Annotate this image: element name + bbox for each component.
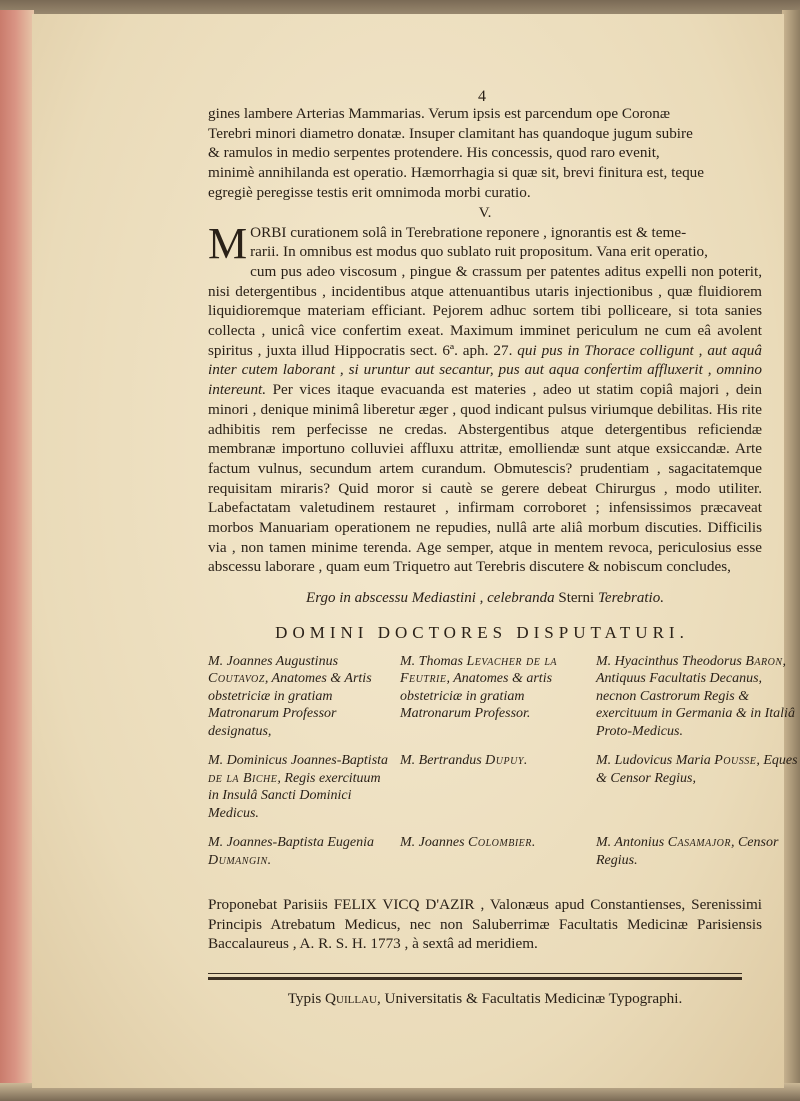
disputant-title: , Antiquus Facultatis Decanus, necnon Castrorum Regis & exercituum in Germania & in Italiâ Proto-Medicus. (596, 653, 795, 739)
disputant-prefix: M. Thomas (400, 653, 464, 669)
disputant-name: Pousse (714, 753, 757, 769)
printer-prefix: Typis (287, 990, 322, 1008)
disputant-entry (400, 653, 590, 741)
disputant-title: , Anatomes & artis obstetriciæ in gratiam Matronarum Professor. (400, 671, 553, 722)
main-line-2: rarii. In omnibus est modus quo sublato ruit propositum. Vana erit operatio, (250, 243, 708, 261)
printer-suffix: , Universitatis & Facultatis Medicinæ Typographi. (376, 990, 683, 1008)
printer-line (208, 989, 762, 1009)
disputant-title: . (267, 852, 272, 868)
book-right-edge (782, 10, 800, 1090)
disputant-title: . (531, 835, 536, 851)
disputant-entry (400, 752, 590, 822)
disputant-name: Dupuy (485, 753, 524, 769)
disputant-title: , Eques & Censor Regius, (596, 753, 798, 786)
intro-line: minimè annihilanda est operatio. Hæmorrhagia si quæ sit, brevi finitura est, teque (208, 164, 705, 182)
intro-line: egregiè peregisse testis erit omnimoda morbi curatio. (208, 183, 531, 201)
disputant-entry (208, 834, 394, 869)
disputant-prefix: M. Hyacinthus Theodorus (596, 653, 742, 669)
disputant-title: , Anatomes & Artis obstetriciæ in gratiam Matronarum Professor designatus, (208, 671, 372, 739)
disputant-title: . (523, 753, 528, 769)
disputant-entry (208, 752, 394, 822)
printer-name: Quillau (325, 990, 377, 1008)
drop-cap: M (208, 218, 248, 268)
disputant-prefix: M. Ludovicus Maria (596, 753, 711, 769)
disputant-entry (208, 653, 394, 741)
main-body-text-b: Per vices itaque evacuanda est materies , adeo ut statim copiâ majori , dein minori , denique minimâ liberetur æger , quod indicant pulsus viriumque debilitas. His rite adhibitis rem perfecisse ne credas. Abstergentibus atque detergentibus reficiendæ membranæ importuno colluviei affluxu attritæ, emolliendæ sunt atque exsiccandæ. Arte factum vulnus, secundum artem curandum. Obmutescis? prudentiam , sagacitatemque requisitam miraris? Quid moror si cautè se gerere debeat Chirurgus , modo utiliter. Labefactatam valetudinem restauret , infirmam corroboret ; infensissimos præcaveat morbos Manuariam operationem ne repudies, nullâ arte aliâ morbum discuties. Difficilis via , non tamen minime terenda. Age semper, atque in mentem revoca, periculosius esse abscessu laborare , quam eum Triquetro aut Terebris discutere & nobiscum concludes, (208, 381, 763, 576)
double-rule-divider (208, 969, 762, 983)
main-line-1: ORBI curationem solâ in Terebratione reponere , ignorantis est & teme- (250, 223, 687, 241)
disputant-prefix: M. Joannes-Baptista Eugenia (208, 835, 375, 851)
main-paragraph (208, 218, 763, 578)
disputant-entry (596, 752, 800, 822)
main-body-text-a: cum pus adeo viscosum , pingue & crassum per patentes aditus expelli non poterit, nisi detergentibus , incidentibus atque attenuantibus utaris injectionibus , quæ fluidiorem liquidioremque materiam efficiant. Pejorem adhuc sortem tibi polliceare, si tota sanies collecta , unicâ vice confertim exeat. Maximum imminet periculum ne cum eâ avolent spiritus , juxta illud Hippocratis sect. 6ª. aph. 27. (208, 262, 762, 359)
disputant-entry (400, 834, 590, 869)
disputant-name: Dumangin (208, 852, 268, 868)
hippocrates-quote: qui pus in Thorace colligunt , aut aquâ inter cutem laborant , si uruntur aut secantur, pus aut aqua confertim affluxerit , omnino intereunt. (208, 341, 762, 399)
conclusion-end: Terebratio. (597, 590, 664, 607)
disputant-title: , Censor Regius. (596, 835, 779, 868)
disputant-prefix: M. Bertrandus (400, 753, 482, 769)
disputant-prefix: M. Joannes Augustinus (208, 653, 339, 669)
disputant-name: Coutavoz (208, 671, 265, 687)
conclusion-roman: Sterni (558, 590, 595, 607)
section-number: V. (478, 203, 492, 221)
book-binding-edge (0, 10, 34, 1090)
disputant-prefix: M. Antonius (596, 835, 665, 851)
disputant-name: de la Biche (208, 770, 278, 786)
main-body (208, 262, 762, 577)
thesis-conclusion (208, 589, 762, 609)
disputant-name: Colombier (468, 835, 532, 851)
disputant-entry (596, 834, 800, 869)
page-number: 4 (478, 88, 486, 105)
imprint-paragraph: Proponebat Parisiis FELIX VICQ D'AZIR , Valonæus apud Constantienses, Serenissimi Principis Atrebatum Medicus, nec non Saluberrimæ Facultatis Medicinæ Parisiensis Baccalaureus , A. R. S. H. 1773 , à sextâ ad meridiem. (208, 896, 762, 953)
disputant-name: Casamajor (667, 835, 731, 851)
thin-rule (208, 973, 742, 974)
disputants-heading: DOMINI DOCTORES DISPUTATURI. (275, 622, 689, 642)
intro-line: Terebri minori diametro donatæ. Insuper clamitant has quandoque jugum subire (208, 124, 693, 142)
disputants-grid (208, 653, 798, 882)
disputant-prefix: M. Joannes (400, 835, 465, 851)
disputant-title: , Regis exercituum in Insulâ Sancti Dominici Medicus. (208, 770, 381, 821)
disputant-entry (596, 653, 800, 741)
intro-paragraph (208, 104, 762, 203)
disputant-name: Levacher de la Feutrie (400, 653, 557, 687)
disputant-name: Baron (745, 653, 783, 669)
intro-line: & ramulos in medio serpentes protendere. His concessis, quod raro evenit, (208, 144, 660, 162)
page-content (208, 104, 798, 1024)
intro-line: gines lambere Arterias Mammarias. Verum ipsis est parcendum ope Coronæ (208, 105, 670, 122)
disputant-prefix: M. Dominicus Joannes-Baptista (208, 753, 389, 769)
thick-rule (208, 977, 742, 980)
conclusion-italic: Ergo in abscessu Mediastini , celebranda (306, 590, 555, 607)
